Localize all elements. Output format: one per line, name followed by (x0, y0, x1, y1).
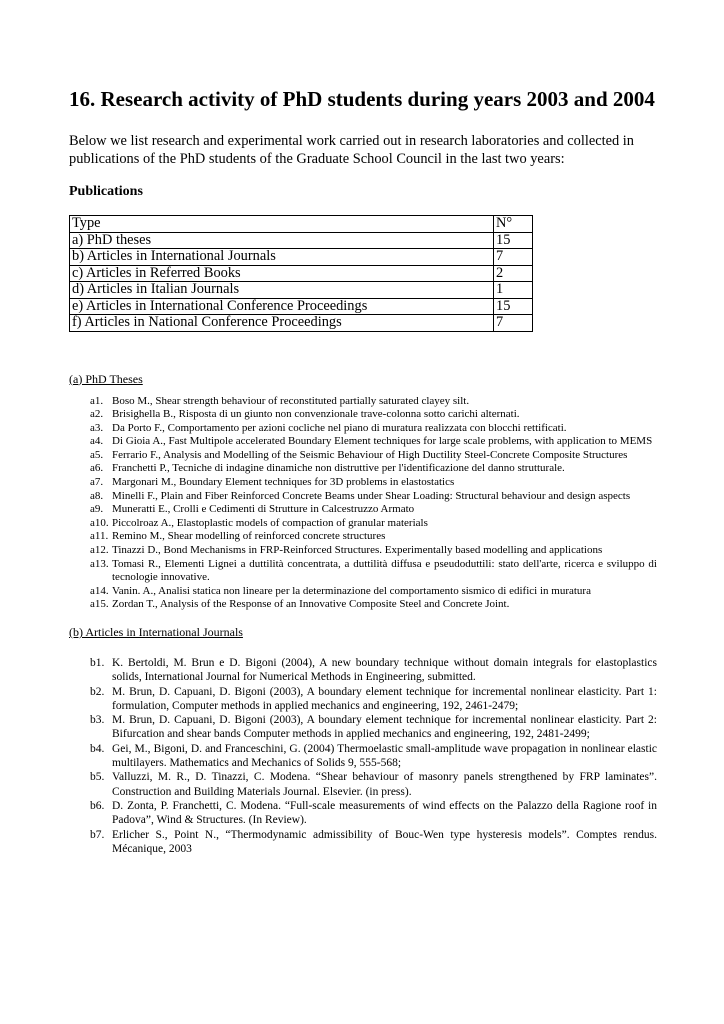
list-item-text: Piccolroaz A., Elastoplastic models of compaction of granular materials (112, 516, 428, 529)
list-item-text: Minelli F., Plain and Fiber Reinforced Concrete Beams under Shear Loading: Structural behaviour and design aspects (112, 489, 631, 502)
list-item-text: M. Brun, D. Capuani, D. Bigoni (2003), A boundary element technique for incremental nonlinear elasticity. Part 1: formulation, Computer methods in applied mechanics and engineering, 192, 2461-2479; (112, 685, 657, 712)
table-cell-type: d) Articles in Italian Journals (70, 282, 494, 299)
list-item-label: a13. (90, 557, 109, 570)
list-item-text: Zordan T., Analysis of the Response of an Innovative Composite Steel and Concrete Joint. (112, 598, 510, 611)
list-item-label: a12. (90, 544, 109, 557)
list-item-label: b6. (90, 799, 105, 812)
list-item-text: K. Bertoldi, M. Brun e D. Bigoni (2004), A new boundary technique without domain integrals for elastoplastics solids, International Journal for Numerical Methods in Engineering, submitted. (112, 657, 657, 684)
list-item (69, 395, 657, 409)
list-item (69, 503, 657, 517)
table-row (70, 282, 533, 299)
list-item-text: Muneratti E., Crolli e Cedimenti di Strutture in Calcestruzzo Armato (112, 503, 415, 516)
list-item-label: a10. (90, 516, 109, 529)
table-row (70, 249, 533, 266)
table-header-row (70, 216, 533, 233)
phd-theses-heading: (a) PhD Theses (69, 371, 143, 386)
list-item (69, 544, 657, 558)
list-item-label: a15. (90, 598, 109, 611)
list-item (69, 476, 657, 490)
table-cell-type: c) Articles in Referred Books (70, 265, 494, 282)
table-cell-count: 15 (494, 232, 533, 249)
list-item-label: a3. (90, 421, 104, 434)
list-item-text: Valluzzi, M. R., D. Tinazzi, C. Modena. “Shear behaviour of masonry panels strengthened by FRP laminates”. Construction and Building Materials Journal. Elsevier. (in press). (112, 771, 657, 798)
table-cell-count: 15 (494, 298, 533, 315)
list-item (69, 828, 657, 857)
table-cell-type: e) Articles in International Conference Proceedings (70, 298, 494, 315)
list-item (69, 408, 657, 422)
list-item-label: b7. (90, 828, 105, 841)
list-item (69, 462, 657, 476)
list-item-text: M. Brun, D. Capuani, D. Bigoni (2003), A boundary element technique for incremental nonlinear elasticity. Part 2: Bifurcation and shear bands Computer methods in applied mechanics and engineering, 192, 2481-2499; (112, 714, 657, 741)
publications-heading: Publications (69, 184, 143, 199)
list-item-text: Da Porto F., Comportamento per azioni cocliche nel piano di muratura realizzata con blocchi rettificati. (112, 421, 567, 434)
list-item-label: a4. (90, 435, 104, 448)
list-item (69, 449, 657, 463)
list-item (69, 656, 657, 685)
list-item (69, 770, 657, 799)
page-title: 16. Research activity of PhD students during years 2003 and 2004 (69, 87, 655, 111)
table-header-type: Type (70, 216, 494, 233)
list-item-text: Tomasi R., Elementi Lignei a duttilità concentrata, a duttilità diffusa e pseudoduttili: stato dell'arte, ricerca e sviluppo di tecnologie innovative. (112, 557, 657, 584)
list-item-text: Di Gioia A., Fast Multipole accelerated Boundary Element techniques for large scale problems, with application to MEMS (112, 435, 653, 448)
intl-journals-list (69, 656, 657, 856)
list-item (69, 799, 657, 828)
table-cell-count: 1 (494, 282, 533, 299)
list-item (69, 685, 657, 714)
intro-paragraph: Below we list research and experimental work carried out in research laboratories and collected in publications of the PhD students of the Graduate School Council in the last two years: (69, 133, 634, 167)
list-item-label: a2. (90, 408, 104, 421)
list-item-label: a9. (90, 503, 104, 516)
list-item (69, 585, 657, 599)
list-item-text: Tinazzi D., Bond Mechanisms in FRP-Reinforced Structures. Experimentally based modelling and applications (112, 544, 603, 557)
table-row (70, 298, 533, 315)
phd-theses-list (69, 395, 657, 613)
list-item-text: Boso M., Shear strength behaviour of reconstituted partially saturated clayey silt. (112, 394, 470, 407)
list-item-label: b4. (90, 742, 105, 755)
list-item-label: a11. (90, 530, 109, 543)
list-item-text: Brisighella B., Risposta di un giunto non convenzionale trave-colonna sotto carichi alternati. (112, 408, 520, 421)
list-item (69, 713, 657, 742)
list-item-label: b1. (90, 657, 105, 669)
document-page (69, 86, 657, 856)
list-item (69, 517, 657, 531)
intl-journals-heading: (b) Articles in International Journals (69, 625, 243, 639)
list-item-label: b2. (90, 685, 105, 698)
list-item-text: Erlicher S., Point N., “Thermodynamic admissibility of Bouc-Wen type hysteresis models”. Comptes rendus. Mécanique, 2003 (112, 828, 657, 855)
list-item-label: b3. (90, 714, 105, 727)
list-item-text: Vanin. A., Analisi statica non lineare per la determinazione del comportamento sismico di edifici in muratura (112, 584, 591, 597)
list-item-label: a8. (90, 489, 104, 502)
list-item (69, 435, 657, 449)
list-item-label: a5. (90, 448, 104, 461)
list-item (69, 598, 657, 612)
table-cell-type: a) PhD theses (70, 232, 494, 249)
table-cell-count: 2 (494, 265, 533, 282)
list-item-text: Franchetti P., Tecniche di indagine dinamiche non distruttive per l'identificazione del danno strutturale. (112, 462, 565, 475)
list-item-label: a6. (90, 462, 104, 475)
list-item (69, 530, 657, 544)
table-cell-type: f) Articles in National Conference Proceedings (70, 315, 494, 332)
list-item-label: b5. (90, 771, 105, 784)
list-item-text: D. Zonta, P. Franchetti, C. Modena. “Full-scale measurements of wind effects on the Palazzo della Ragione roof in Padova”, Wind & Structures. (In Review). (112, 799, 657, 827)
table-row (70, 265, 533, 282)
list-item-label: a1. (90, 394, 104, 407)
list-item-text: Gei, M., Bigoni, D. and Franceschini, G. (2004) Thermoelastic small-amplitude wave propagation in nonlinear elastic multilayers. Mathematics and Mechanics of Solids 9, 555-568; (112, 742, 657, 770)
table-row (70, 315, 533, 332)
list-item (69, 742, 657, 771)
list-item (69, 558, 657, 585)
table-cell-count: 7 (494, 315, 533, 332)
list-item-text: Margonari M., Boundary Element techniques for 3D problems in elastostatics (112, 476, 455, 489)
table-cell-type: b) Articles in International Journals (70, 249, 494, 266)
list-item-text: Remino M., Shear modelling of reinforced concrete structures (112, 530, 386, 543)
table-header-count: N° (494, 216, 533, 233)
table-cell-count: 7 (494, 249, 533, 266)
list-item (69, 422, 657, 436)
list-item-label: a7. (90, 476, 104, 489)
list-item-text: Ferrario F., Analysis and Modelling of the Seismic Behaviour of High Ductility Steel-Concrete Composite Structures (112, 448, 628, 461)
list-item-label: a14. (90, 584, 109, 597)
publications-table (69, 215, 533, 332)
table-row (70, 232, 533, 249)
list-item (69, 490, 657, 504)
